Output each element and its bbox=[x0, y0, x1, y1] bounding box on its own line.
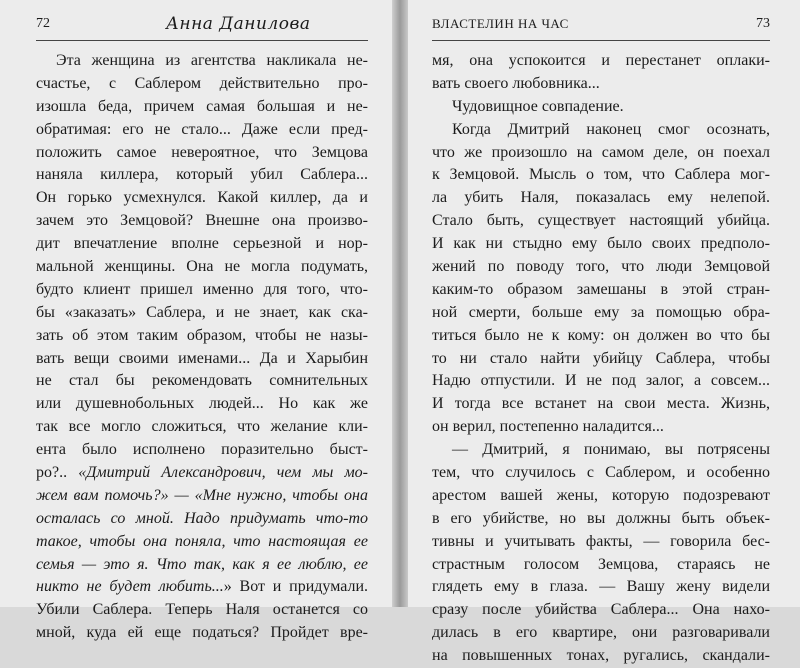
text-line bbox=[36, 187, 368, 210]
line-text: жений по поводу того, что люди Земцовой bbox=[432, 258, 770, 276]
line-text: зачем это Земцовой? Внешне она произво- bbox=[36, 212, 368, 230]
text-line bbox=[36, 622, 368, 645]
text-line bbox=[36, 142, 368, 165]
text-line bbox=[432, 416, 770, 439]
text-line bbox=[36, 439, 368, 462]
text-line bbox=[432, 50, 770, 73]
text-line bbox=[432, 462, 770, 485]
line-text: счастье, с Саблером действительно про- bbox=[36, 74, 368, 92]
text-line bbox=[432, 508, 770, 531]
line-text: изошла беда, причем самая большая и не- bbox=[36, 97, 368, 115]
text-line bbox=[432, 599, 770, 622]
line-text: Надю отпустили. И не под залог, а совсем... bbox=[432, 372, 770, 390]
line-text: Когда Дмитрий наконец смог осознать, bbox=[452, 120, 770, 138]
text-line bbox=[36, 531, 368, 554]
line-text: Убили Саблера. Теперь Наля останется со bbox=[36, 601, 368, 619]
line-text: Он горько усмехнулся. Какой киллер, да и bbox=[36, 189, 368, 207]
text-line bbox=[432, 554, 770, 577]
line-text: то ни стало найти убийцу Саблера, чтобы bbox=[432, 349, 770, 367]
line-text: тивны и учитывать факты, — говорила бес- bbox=[432, 532, 770, 550]
text-line bbox=[432, 348, 770, 371]
text-line bbox=[432, 645, 770, 668]
text-line bbox=[432, 302, 770, 325]
text-line bbox=[36, 416, 368, 439]
italic-quote: «Дмитрий Александрович, чем мы мо- bbox=[78, 464, 368, 482]
line-text: обратимая: его не стало... Даже если пред- bbox=[36, 120, 368, 138]
line-text: или душевнобольных людей... Но как же bbox=[36, 395, 368, 413]
italic-quote: жем вам помочь?» — «Мне нужно, чтобы она bbox=[36, 486, 368, 504]
page-number: 73 bbox=[756, 16, 770, 31]
text-line bbox=[432, 279, 770, 302]
book-gutter bbox=[392, 0, 408, 607]
text-line bbox=[36, 348, 368, 371]
italic-quote: такое, чтобы она поняла, что настоящая ее bbox=[36, 532, 368, 550]
text-line bbox=[432, 256, 770, 279]
line-text: в его убийстве, но вы должны быть объек- bbox=[432, 509, 770, 527]
line-text: каким-то образом замешаны в этой стран- bbox=[432, 280, 770, 298]
left-page bbox=[0, 0, 392, 642]
left-page-text bbox=[36, 50, 368, 645]
page-number: 72 bbox=[36, 16, 50, 31]
line-text: — Дмитрий, я понимаю, вы потрясены bbox=[452, 441, 770, 459]
text-line bbox=[36, 256, 368, 279]
line-text: И тогда все встанет на свои места. Жизнь, bbox=[432, 395, 770, 413]
line-text: Эта женщина из агентства накликала не- bbox=[56, 52, 368, 69]
text-line bbox=[36, 599, 368, 622]
italic-quote: семья — это я. Что так, как я ее люблю, ее bbox=[36, 555, 368, 573]
line-text: сразу после убийства Саблера... Она нахо- bbox=[432, 601, 770, 619]
line-text: ной смерти, больше ему за помощью обра- bbox=[432, 303, 770, 321]
line-text: зать об этом таким образом, чтобы не назы- bbox=[36, 326, 368, 344]
line-text: дит впечатление вполне серьезной и нор- bbox=[36, 235, 368, 253]
text-line bbox=[36, 210, 368, 233]
line-text: мной, куда ей еще податься? Пройдет вре- bbox=[36, 624, 368, 642]
line-text: мальной женщины. Она не могла подумать, bbox=[36, 258, 368, 276]
text-line bbox=[36, 576, 368, 599]
line-text: дилась в его квартире, они разговаривали bbox=[432, 624, 770, 642]
text-line bbox=[432, 233, 770, 256]
line-text: Стало быть, существует настоящий убийца. bbox=[432, 212, 770, 230]
line-text: арестом вашей жены, которую подозревают bbox=[432, 486, 770, 504]
text-line bbox=[36, 119, 368, 142]
right-page-header bbox=[432, 14, 770, 44]
text-line bbox=[432, 119, 770, 142]
right-page bbox=[408, 0, 800, 665]
running-head-author: Анна Данилова bbox=[166, 14, 311, 34]
line-text: глядеть ему в глаза. — Вашу жену видели bbox=[432, 578, 770, 596]
line-text: положить самое невероятное, что Земцова bbox=[36, 143, 368, 161]
text-line bbox=[432, 73, 770, 96]
line-text: вать своего любовника... bbox=[432, 74, 600, 92]
line-text: страстным голосом Земцова, стараясь не bbox=[432, 555, 770, 573]
text-line bbox=[36, 325, 368, 348]
italic-quote: никто не будет любить... bbox=[36, 578, 224, 596]
line-text: ента было исполнено поразительно быст- bbox=[36, 441, 368, 459]
line-text: Чудовищное совпадение. bbox=[452, 97, 624, 115]
line-text: будто клиент пришел именно для того, что- bbox=[36, 280, 368, 298]
text-line bbox=[432, 370, 770, 393]
text-line bbox=[432, 325, 770, 348]
text-line bbox=[432, 142, 770, 165]
text-line bbox=[36, 96, 368, 119]
text-line bbox=[36, 554, 368, 577]
text-line bbox=[36, 462, 368, 485]
line-text: вать вещи своими именами... Да и Харыбин bbox=[36, 349, 368, 367]
line-text: » Вот и придумали. bbox=[223, 578, 369, 596]
line-text: так все могло сложиться, что желание кли- bbox=[36, 418, 368, 436]
line-text: к Земцовой. Мысль о том, что Саблера мог- bbox=[432, 166, 770, 184]
text-line bbox=[36, 485, 368, 508]
text-line bbox=[36, 73, 368, 96]
line-text: титься было не к кому: он должен во что бы bbox=[432, 326, 770, 344]
line-text: не стал бы рекомендовать сомнительных bbox=[36, 372, 368, 390]
running-head-title: ВЛАСТЕЛИН НА ЧАС bbox=[432, 16, 569, 31]
text-line bbox=[36, 50, 368, 73]
text-line bbox=[432, 187, 770, 210]
text-line bbox=[432, 439, 770, 462]
line-text: ро?.. bbox=[36, 464, 68, 482]
text-line bbox=[432, 576, 770, 599]
line-text: на повышенных тонах, ругались, скандали- bbox=[432, 647, 770, 665]
text-line bbox=[36, 302, 368, 325]
line-text: мя, она успокоится и перестанет оплаки- bbox=[432, 52, 770, 69]
text-line bbox=[432, 393, 770, 416]
text-line bbox=[36, 233, 368, 256]
text-line bbox=[432, 485, 770, 508]
text-line bbox=[36, 508, 368, 531]
right-page-text bbox=[432, 50, 770, 668]
header-rule bbox=[432, 40, 770, 41]
left-page-header bbox=[36, 14, 368, 44]
line-text: И как ни стыдно ему было своих предполо- bbox=[432, 235, 770, 253]
text-line bbox=[36, 393, 368, 416]
header-rule bbox=[36, 40, 368, 41]
text-line bbox=[432, 96, 770, 119]
text-line bbox=[36, 164, 368, 187]
line-text: он верил, постепенно наладится... bbox=[432, 418, 664, 436]
text-line bbox=[432, 622, 770, 645]
line-text: что же произошло на самом деле, он поехал bbox=[432, 143, 770, 161]
text-line bbox=[432, 210, 770, 233]
line-text: тем, что случилось с Саблером, и особенно bbox=[432, 464, 770, 482]
text-line bbox=[432, 164, 770, 187]
italic-quote: осталась со мной. Надо придумать что-то bbox=[36, 509, 368, 527]
line-text: наняла киллера, который убил Саблера... bbox=[36, 166, 368, 184]
line-text: ла убить Наля, показалась ему нелепой. bbox=[432, 189, 770, 207]
text-line bbox=[36, 370, 368, 393]
text-line bbox=[36, 279, 368, 302]
line-text: бы «заказать» Саблера, и не знает, как ска- bbox=[36, 303, 368, 321]
text-line bbox=[432, 531, 770, 554]
